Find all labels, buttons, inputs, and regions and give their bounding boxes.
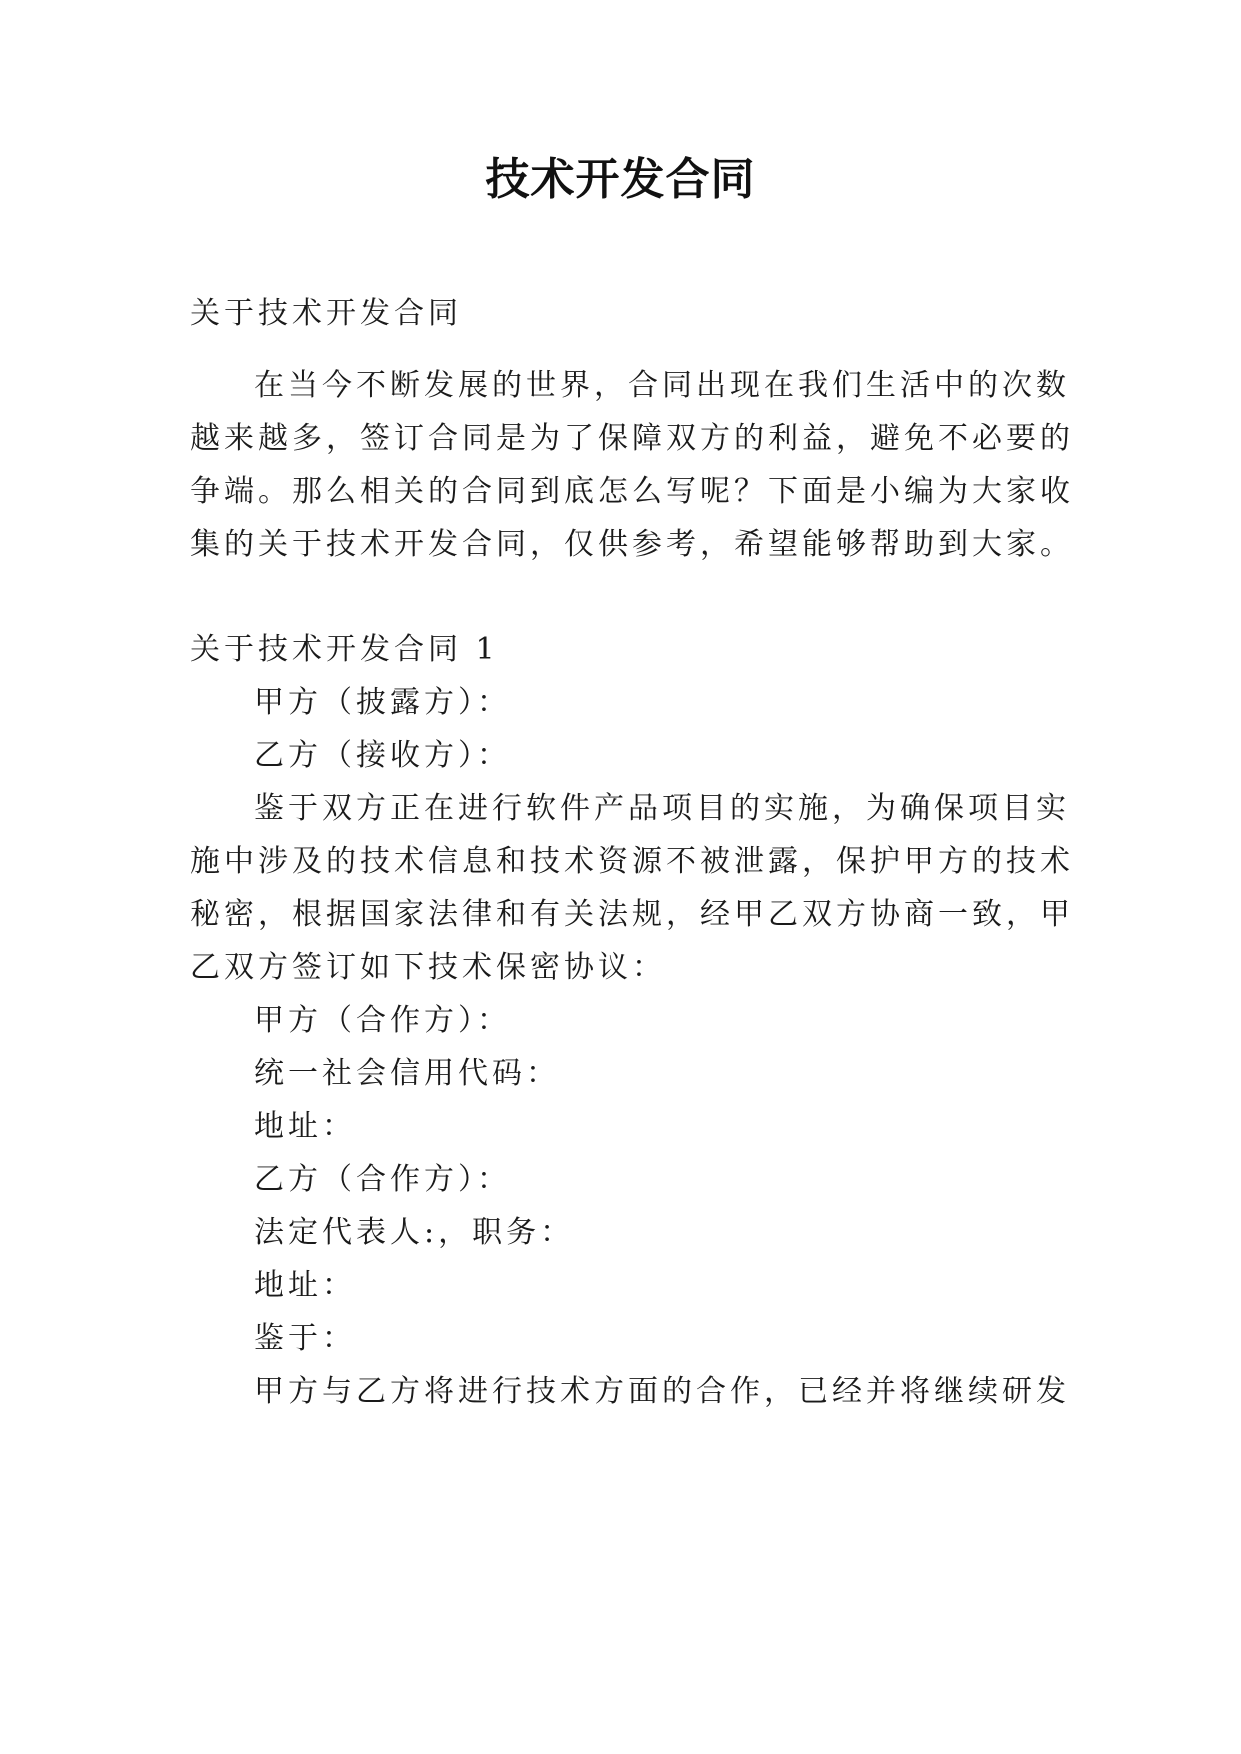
- recital-line-4: 乙双方签订如下技术保密协议：: [190, 950, 666, 985]
- address-b-field: 地址：: [254, 1268, 356, 1303]
- recital-line-2: 施中涉及的技术信息和技术资源不被泄露，保护甲方的技术: [190, 844, 1074, 879]
- legal-rep-field: 法定代表人:，职务：: [254, 1215, 575, 1250]
- body-last-line: 甲方与乙方将进行技术方面的合作，已经并将继续研发: [254, 1374, 1070, 1409]
- credit-code-field: 统一社会信用代码：: [254, 1056, 560, 1091]
- address-a-field: 地址：: [254, 1109, 356, 1144]
- intro-line-4: 集的关于技术开发合同，仅供参考，希望能够帮助到大家。: [190, 527, 1074, 562]
- intro-line-2: 越来越多，签订合同是为了保障双方的利益，避免不必要的: [190, 421, 1074, 456]
- recital-line-3: 秘密，根据国家法律和有关法规，经甲乙双方协商一致，甲: [190, 897, 1074, 932]
- party-a-coop: 甲方（合作方）：: [254, 1003, 511, 1038]
- party-a-disclose: 甲方（披露方）：: [254, 685, 511, 720]
- intro-line-1: 在当今不断发展的世界，合同出现在我们生活中的次数: [254, 368, 1070, 403]
- party-b-coop: 乙方（合作方）：: [254, 1162, 511, 1197]
- party-b-receive: 乙方（接收方）：: [254, 738, 511, 773]
- document-title: 技术开发合同: [485, 154, 756, 205]
- section-heading: 关于技术开发合同 1: [190, 632, 499, 667]
- intro-line-3: 争端。那么相关的合同到底怎么写呢？下面是小编为大家收: [190, 474, 1074, 509]
- recital-line-1: 鉴于双方正在进行软件产品项目的实施，为确保项目实: [254, 791, 1070, 826]
- whereas-label: 鉴于：: [254, 1321, 356, 1356]
- document-heading: 关于技术开发合同: [190, 296, 462, 331]
